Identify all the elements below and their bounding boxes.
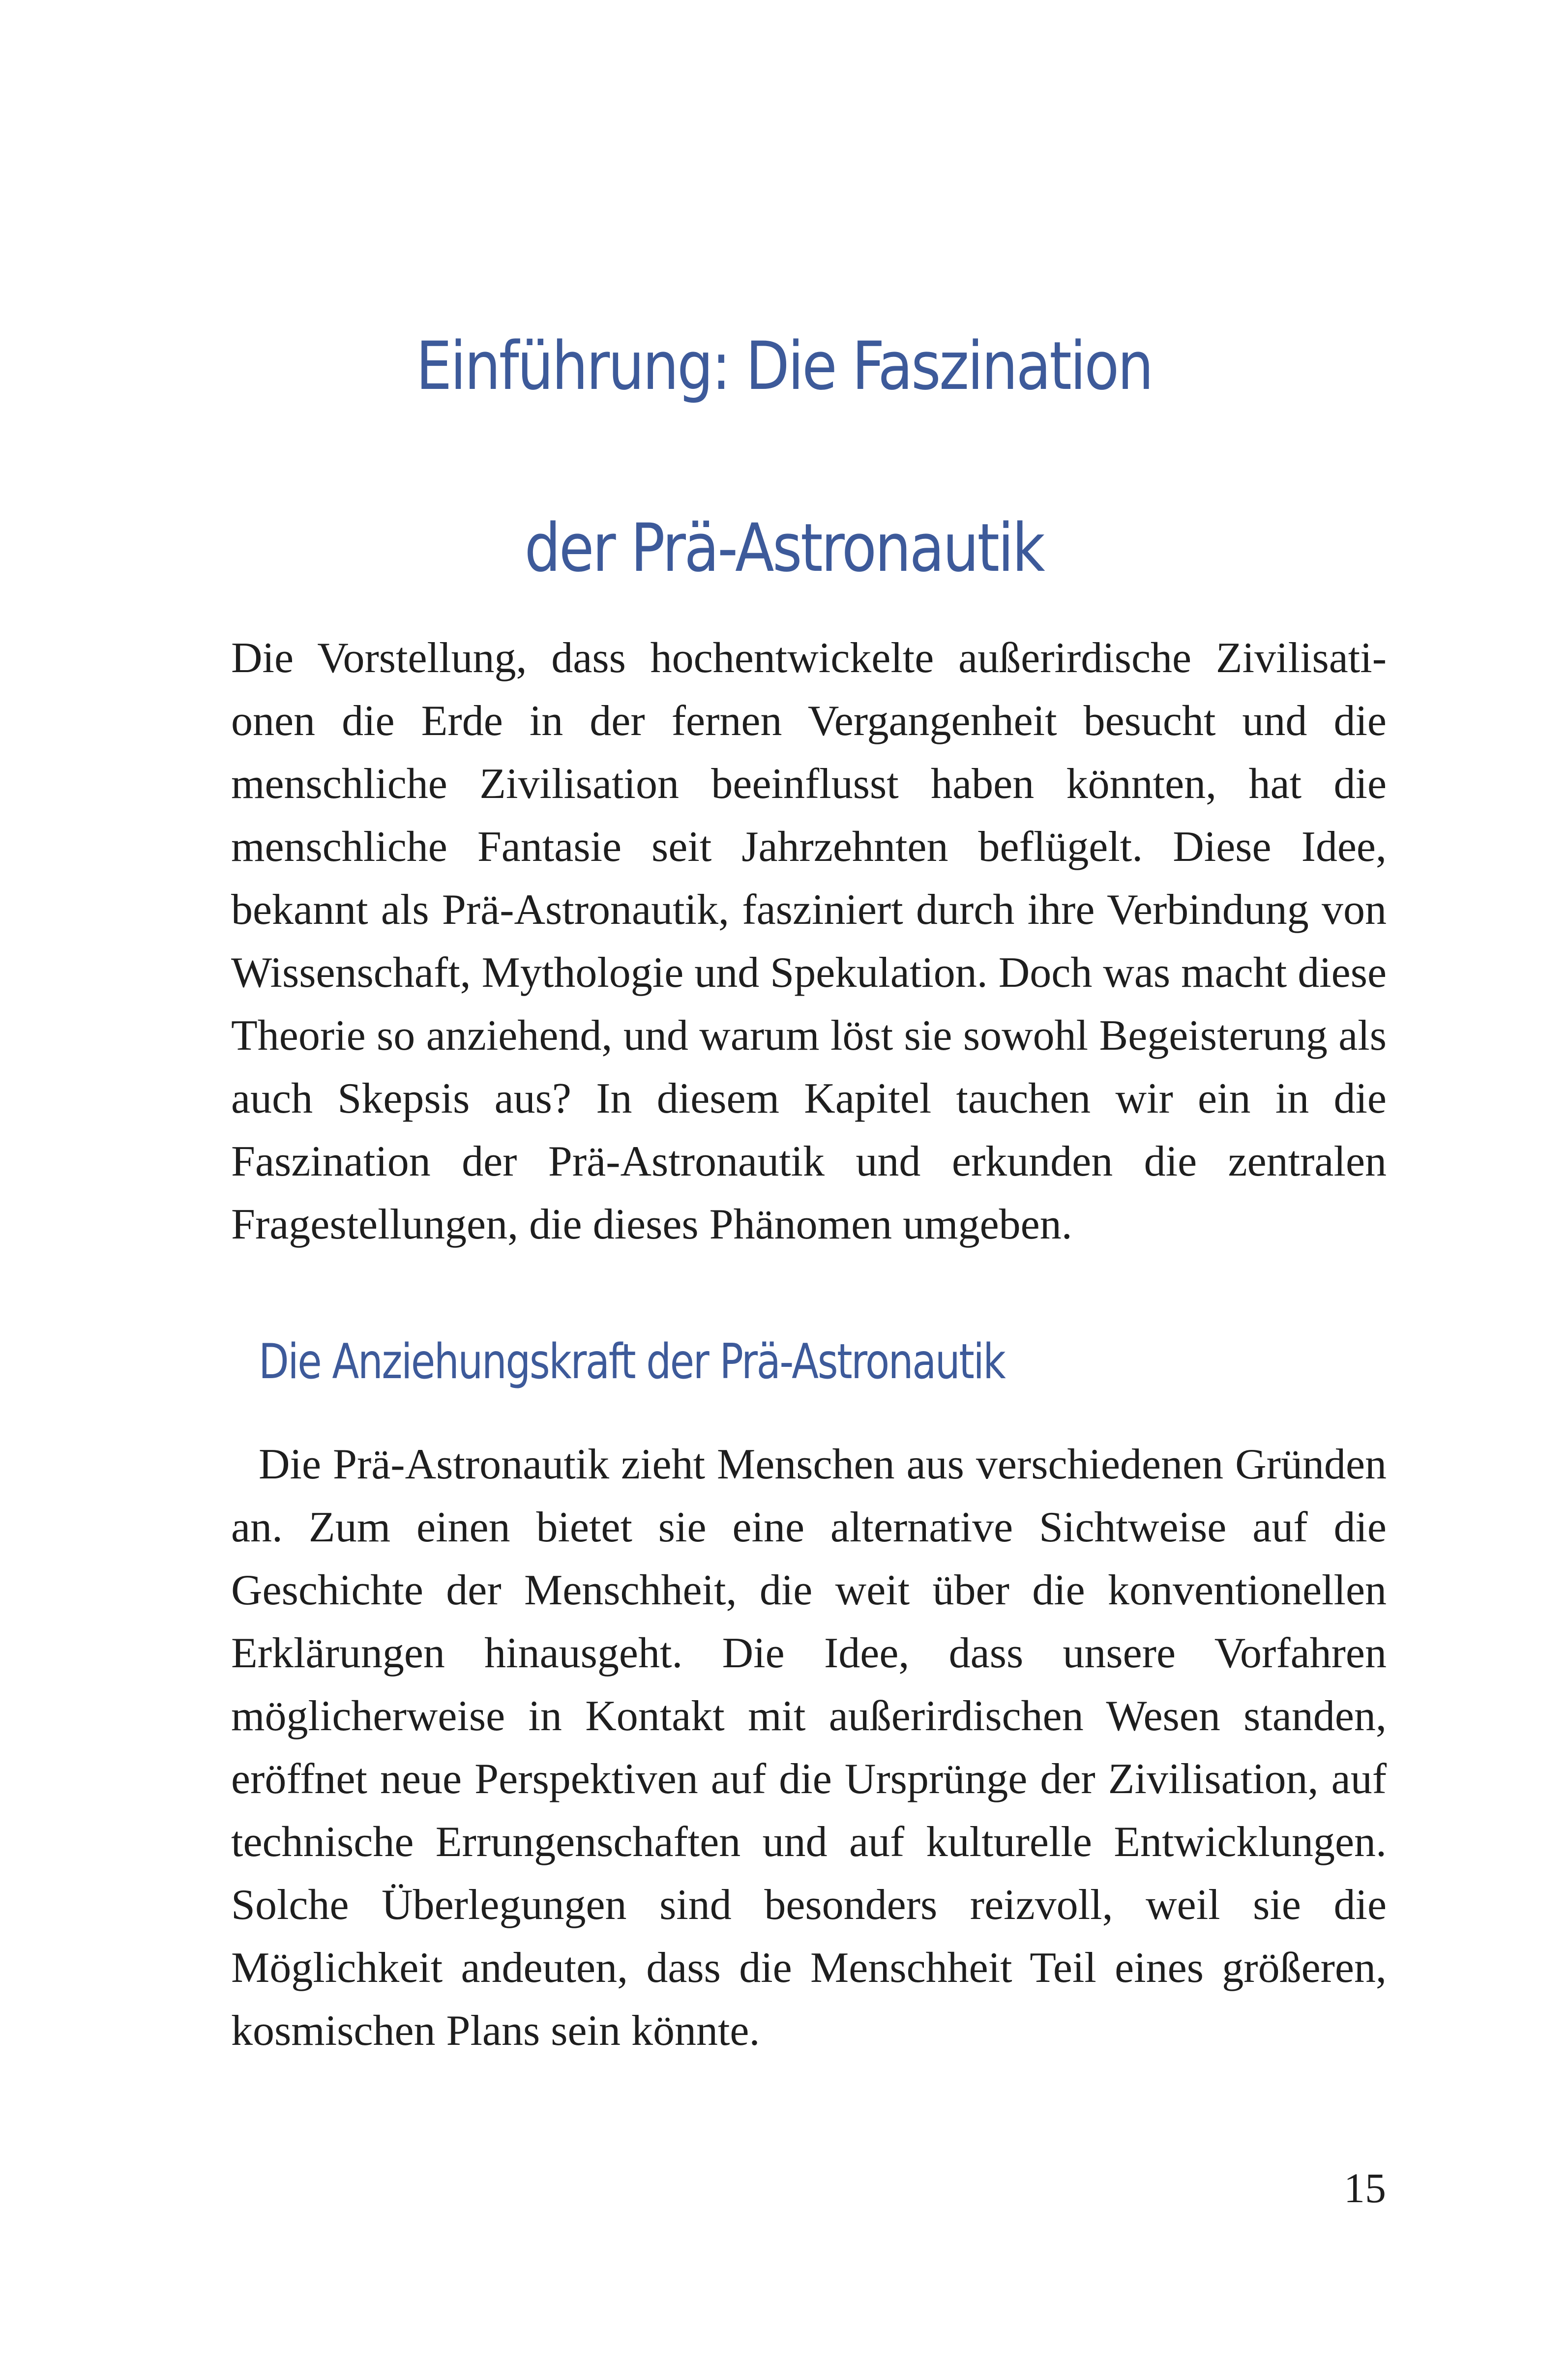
page-number: 15 [1344,2164,1386,2212]
chapter-title-line-2: der Prä-Astronautik [524,509,1044,587]
chapter-title-line-1: Einführung: Die Faszination [415,327,1152,405]
section-paragraph: Die Prä-Astronautik zieht Menschen aus verschiedenen Gründen an. Zum einen bietet sie eine alternative Sichtweise auf die Geschichte der Menschheit, die weit über die konventionellen Erklärungen hinausgeht. Die Idee, dass unsere Vorfahren möglicherweise in Kontakt mit außerirdischen Wesen standen, eröffnet neue Perspektiven auf die Ursprünge der Zivilisation, auf technische Errungenschaften und auf kulturelle Entwicklungen. Solche Überlegungen sind besonders reizvoll, weil sie die Möglichkeit andeuten, dass die Menschheit Teil eines größeren, kosmischen Plans sein könnte. [231,1441,1387,2055]
intro-paragraph: Die Vorstellung, dass hochentwickelte außerirdische Zivilisationen die Erde in der fernen Vergangenheit besucht und die menschliche Zivilisation beeinflusst haben könnten, hat die menschliche Fantasie seit Jahrzehnten beflügelt. Diese Idee, bekannt als Prä-Astronautik, fasziniert durch ihre Verbindung von Wissenschaft, Mythologie und Spekulation. Doch was macht diese Theorie so anziehend, und warum löst sie sowohl Begeisterung als auch Skepsis aus? In diesem Kapitel tauchen wir ein in die Faszination der Prä-Astronautik und erkunden die zentralen Fragestellungen, die dieses Phänomen umgeben. [231,634,1387,1248]
chapter-title [110,275,1458,639]
section-heading: Die Anziehungskraft der Prä-Astronautik [259,1334,1005,1390]
